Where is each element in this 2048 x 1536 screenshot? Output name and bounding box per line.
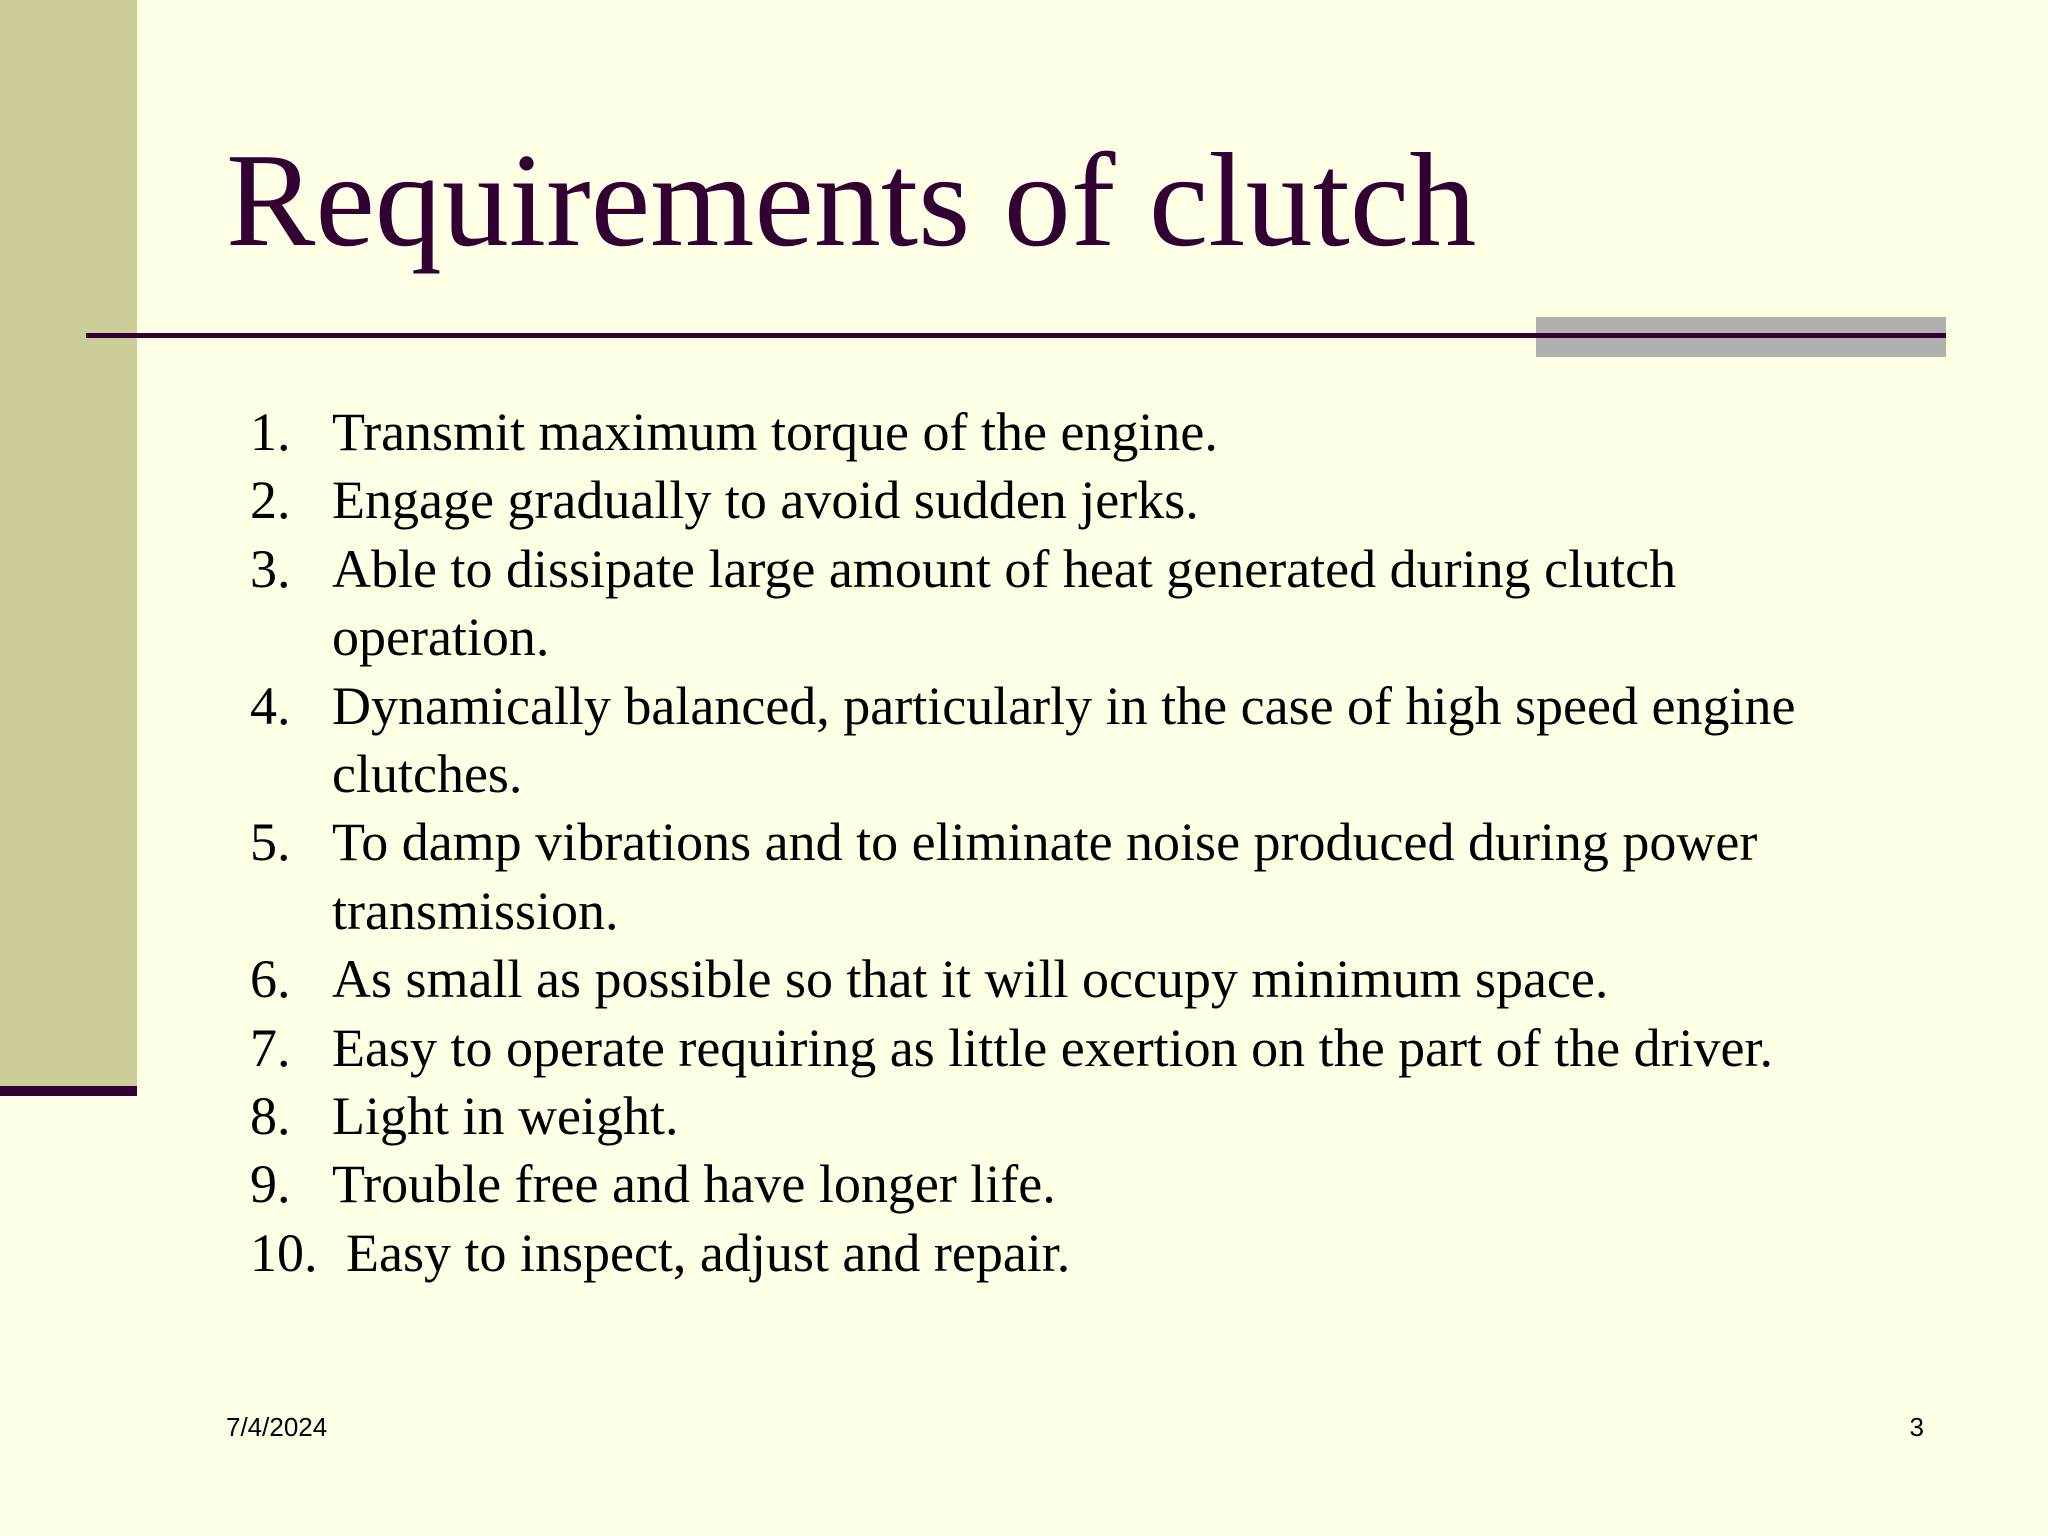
list-item [250, 398, 1810, 466]
item-text: To damp vibrations and to eliminate noise produced during power transmission. [332, 812, 1758, 941]
list-item [250, 808, 1810, 945]
item-text: Able to dissipate large amount of heat generated during clutch operation. [332, 538, 1677, 668]
list-item [250, 466, 1810, 534]
page-number: 3 [1909, 1412, 1924, 1442]
slide-title: Requirements of clutch [226, 126, 1477, 274]
sidebar-accent-line [0, 1086, 137, 1096]
list-item [250, 1014, 1810, 1082]
item-text: As small as possible so that it will occupy minimum space. [332, 949, 1609, 1010]
item-number: 4. [250, 675, 291, 736]
requirements-list [250, 398, 1810, 1287]
title-divider-accent [1536, 333, 1946, 338]
item-text: Transmit maximum torque of the engine. [332, 402, 1218, 462]
item-text: Light in weight. [332, 1086, 679, 1147]
list-item [250, 1219, 1810, 1287]
item-number: 8. [250, 1086, 291, 1147]
list-item [250, 1150, 1810, 1218]
item-number: 10. [250, 1222, 318, 1283]
list-item [250, 672, 1810, 809]
item-number: 3. [250, 538, 291, 599]
item-text: Trouble free and have longer life. [332, 1154, 1056, 1215]
item-text: Dynamically balanced, particularly in the case of high speed engine clutches. [332, 675, 1796, 805]
item-number: 9. [250, 1154, 291, 1215]
item-number: 1. [250, 402, 291, 462]
item-number: 2. [250, 470, 291, 531]
list-item [250, 945, 1810, 1013]
list-item [250, 1082, 1810, 1150]
footer-date: 7/4/2024 [226, 1412, 328, 1442]
item-number: 5. [250, 812, 291, 873]
item-text: Easy to operate requiring as little exertion on the part of the driver. [332, 1017, 1774, 1078]
item-number: 6. [250, 949, 291, 1010]
item-text: Easy to inspect, adjust and repair. [346, 1222, 1071, 1283]
item-number: 7. [250, 1017, 291, 1078]
list-item [250, 535, 1810, 672]
sidebar-band [0, 0, 137, 1086]
item-text: Engage gradually to avoid sudden jerks. [332, 470, 1199, 531]
